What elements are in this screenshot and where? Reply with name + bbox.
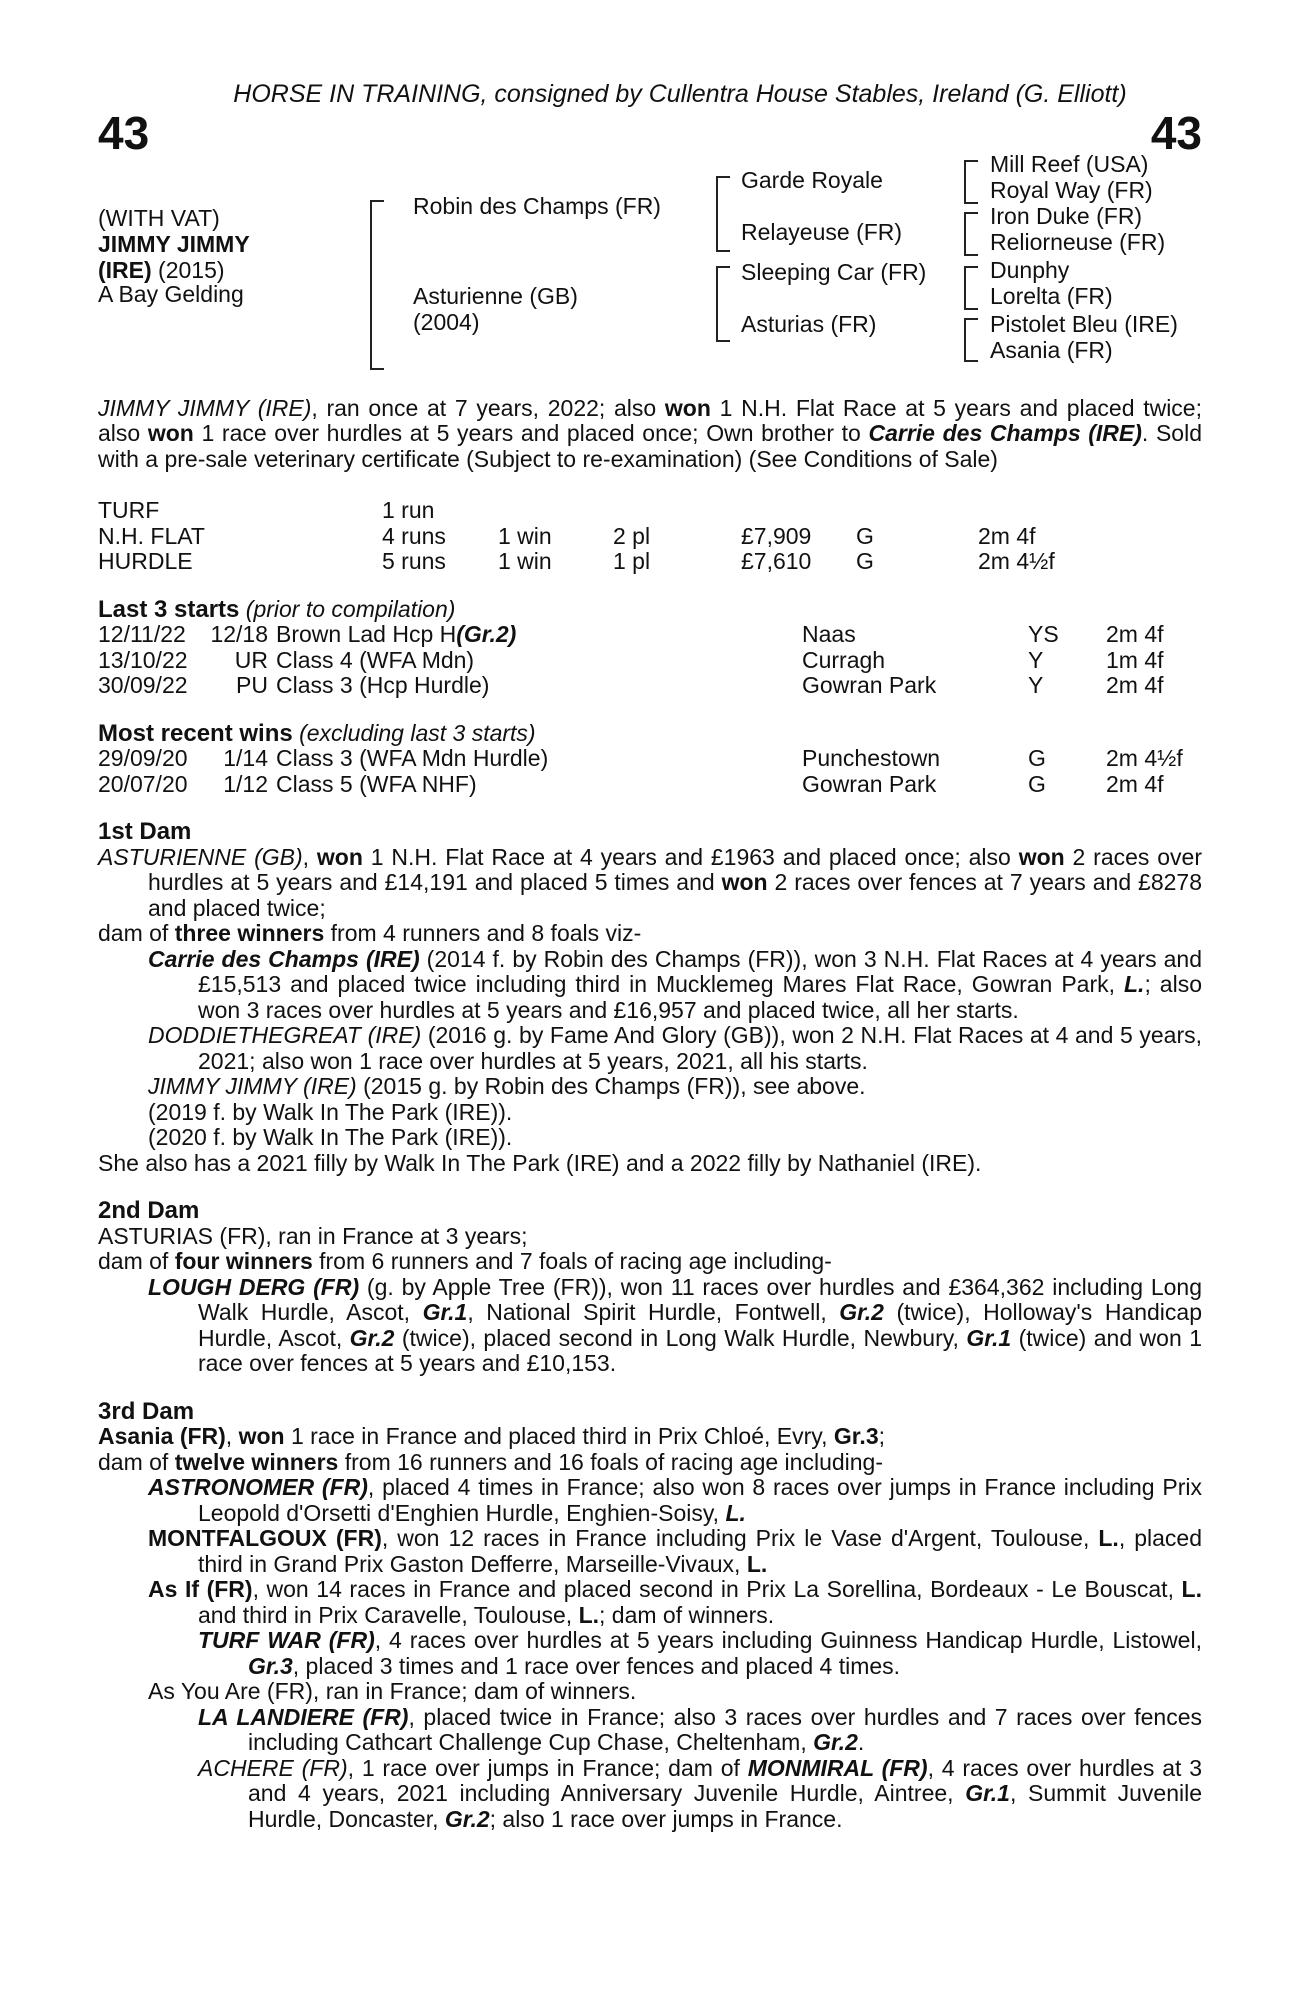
pedigree-brace-1: [370, 200, 384, 370]
produce-entry: DODDIETHEGREAT (IRE) (2016 g. by Fame And Glory (GB)), won 2 N.H. Flat Races at 4 and 5 years, 2021; also won 1 race over hurdles at 5 years, 2021, all his starts.: [148, 1022, 1202, 1074]
pedigree-dam-year: (2004): [413, 308, 480, 335]
produce-entry: LA LANDIERE (FR), placed twice in France; also 3 races over hurdles and 7 races over fences including Cathcart Challenge Cup Chase, Cheltenham, Gr.2.: [198, 1703, 1203, 1755]
section-heading: 1st Dam: [98, 818, 192, 845]
pedigree-brace-7: [964, 318, 978, 362]
horse-origin-year: (IRE) (2015): [98, 256, 225, 283]
pedigree-dss: Dunphy: [990, 256, 1070, 283]
pedigree-block: [98, 150, 1202, 390]
pedigree-dd: Asturias (FR): [741, 310, 877, 337]
produce-entry: TURF WAR (FR), 4 races over hurdles at 5 years including Guinness Handicap Hurdle, Listowel, Gr.3, placed 3 times and 1 race over fences and placed 4 times.: [198, 1627, 1202, 1679]
pedigree-dam: Asturienne (GB): [413, 282, 578, 309]
start-row: 30/09/22 PU Class 3 (Hcp Hurdle) Gowran Park Y 2m 4f: [98, 672, 1164, 698]
produce-entry: As If (FR), won 14 races in France and placed second in Prix La Sorellina, Bordeaux - Le Bouscat, L. and third in Prix Caravelle, Toulouse, L.; dam of winners.: [148, 1576, 1202, 1628]
pedigree-ssd: Royal Way (FR): [990, 176, 1153, 203]
pedigree-ds: Sleeping Car (FR): [741, 258, 927, 285]
start-row: 13/10/22 UR Class 4 (WFA Mdn) Curragh Y 1m 4f: [98, 646, 1164, 673]
pedigree-dsd: Lorelta (FR): [990, 282, 1113, 309]
produce-entry: ASTRONOMER (FR), placed 4 times in France; also won 8 races over jumps in France including Prix Leopold d'Orsetti d'Enghien Hurdle, Enghien-Soisy, L.: [148, 1474, 1202, 1526]
pedigree-sss: Mill Reef (USA): [990, 150, 1149, 177]
page-header: HORSE IN TRAINING, consigned by Cullentra House Stables, Ireland (G. Elliott): [233, 80, 1127, 108]
produce-intro: dam of four winners from 6 runners and 7 foals of racing age including-: [98, 1248, 832, 1274]
section-heading: 2nd Dam: [98, 1197, 200, 1224]
dam-entry: ASTURIAS (FR), ran in France at 3 years;: [98, 1222, 528, 1249]
pedigree-brace-2: [716, 176, 730, 252]
produce-entry: Carrie des Champs (IRE) (2014 f. by Robin des Champs (FR)), won 3 N.H. Flat Races at 4 years and £15,513 and placed twice including third in Mucklemeg Mares Flat Race, Gowran Park, L.; also won 3 races over hurdles at 5 years and £16,957 and placed twice, all her starts.: [148, 945, 1202, 1023]
dam-entry: Asania (FR), won 1 race in France and placed third in Prix Chloé, Evry, Gr.3;: [98, 1423, 886, 1449]
horse-name: JIMMY JIMMY: [98, 230, 250, 257]
produce-intro: dam of three winners from 4 runners and 8 foals viz-: [98, 920, 642, 946]
section-heading: 3rd Dam: [98, 1397, 195, 1425]
pedigree-brace-3: [716, 266, 730, 342]
win-row: 29/09/20 1/14 Class 3 (WFA Mdn Hurdle) Punchestown G 2m 4½f: [98, 745, 1183, 771]
third-dam-section: [98, 1399, 1202, 1833]
stats-row: HURDLE 5 runs 1 win 1 pl £7,610 G 2m 4½f: [98, 548, 1055, 574]
most-recent-wins: [98, 721, 1202, 798]
produce-entry: MONTFALGOUX (FR), won 12 races in France including Prix le Vase d'Argent, Toulouse, L., placed third in Grand Prix Gaston Defferre, Marseille-Vivaux, L.: [148, 1525, 1202, 1577]
section-heading: Last 3 starts (prior to compilation): [98, 595, 456, 623]
produce-entry: LOUGH DERG (FR) (g. by Apple Tree (FR)), won 11 races over hurdles and £364,362 including Long Walk Hurdle, Ascot, Gr.1, National Spirit Hurdle, Fontwell, Gr.2 (twice), Holloway's Handicap Hurdle, Ascot, Gr.2 (twice), placed second in Long Walk Hurdle, Newbury, Gr.1 (twice) and won 1 race over fences at 5 years and £10,153.: [148, 1273, 1202, 1376]
race-stats-table: [98, 498, 1202, 575]
pedigree-sdd: Reliorneuse (FR): [990, 228, 1166, 255]
pedigree-ddd: Asania (FR): [990, 336, 1113, 363]
stats-row: N.H. FLAT 4 runs 1 win 2 pl £7,909 G 2m 4f: [98, 522, 1036, 549]
start-row: 12/11/22 12/18 Brown Lad Hcp H(Gr.2) Naas YS 2m 4f: [98, 621, 1164, 647]
produce-entry: As You Are (FR), ran in France; dam of winners.: [148, 1678, 637, 1704]
pedigree-brace-5: [964, 212, 978, 256]
lot-number-left: 43: [98, 106, 150, 159]
second-dam-section: [98, 1198, 1202, 1377]
dam-entry: ASTURIENNE (GB), won 1 N.H. Flat Race at 4 years and £1963 and placed once; also won 2 races over hurdles at 5 years and £14,191 and placed 5 times and won 2 races over fences at 7 years and £8278 and placed twice;: [98, 843, 1202, 921]
lot-number-right: 43: [1150, 106, 1202, 159]
section-heading: Most recent wins (excluding last 3 starts): [98, 719, 536, 747]
horse-vat: (WITH VAT): [98, 204, 220, 231]
produce-entry: (2020 f. by Walk In The Park (IRE)).: [148, 1124, 513, 1150]
horse-description: A Bay Gelding: [98, 280, 244, 307]
pedigree-brace-4: [964, 160, 978, 204]
dam-note: She also has a 2021 filly by Walk In The Park (IRE) and a 2022 filly by Nathaniel (IRE).: [98, 1149, 982, 1176]
produce-intro: dam of twelve winners from 16 runners and 16 foals of racing age including-: [98, 1448, 883, 1475]
lot-number-row: [98, 106, 1202, 159]
stats-row: TURF 1 run: [98, 497, 435, 523]
summary-paragraph: JIMMY JIMMY (IRE), ran once at 7 years, 2022; also won 1 N.H. Flat Race at 5 years and placed twice; also won 1 race over hurdles at 5 years and placed once; Own brother to Carrie des Champs (IRE). Sold with a pre-sale veterinary certificate (Subject to re-examination) (See Conditions of Sale): [98, 394, 1202, 472]
produce-entry: (2019 f. by Walk In The Park (IRE)).: [148, 1098, 513, 1125]
pedigree-ss: Garde Royale: [741, 166, 883, 193]
pedigree-sire: Robin des Champs (FR): [413, 192, 661, 219]
produce-entry: ACHERE (FR), 1 race over jumps in France; dam of MONMIRAL (FR), 4 races over hurdles at 3 and 4 years, 2021 including Anniversary Juvenile Hurdle, Aintree, Gr.1, Summit Juvenile Hurdle, Doncaster, Gr.2; also 1 race over jumps in France.: [198, 1754, 1202, 1832]
produce-entry: JIMMY JIMMY (IRE) (2015 g. by Robin des Champs (FR)), see above.: [148, 1073, 866, 1099]
pedigree-dds: Pistolet Bleu (IRE): [990, 310, 1178, 337]
pedigree-brace-6: [964, 266, 978, 310]
last-3-starts: [98, 597, 1202, 699]
catalogue-page: [98, 82, 1202, 1832]
pedigree-sd: Relayeuse (FR): [741, 218, 903, 245]
pedigree-sds: Iron Duke (FR): [990, 202, 1143, 229]
win-row: 20/07/20 1/12 Class 5 (WFA NHF) Gowran Park G 2m 4f: [98, 770, 1164, 797]
first-dam-section: [98, 819, 1202, 1176]
